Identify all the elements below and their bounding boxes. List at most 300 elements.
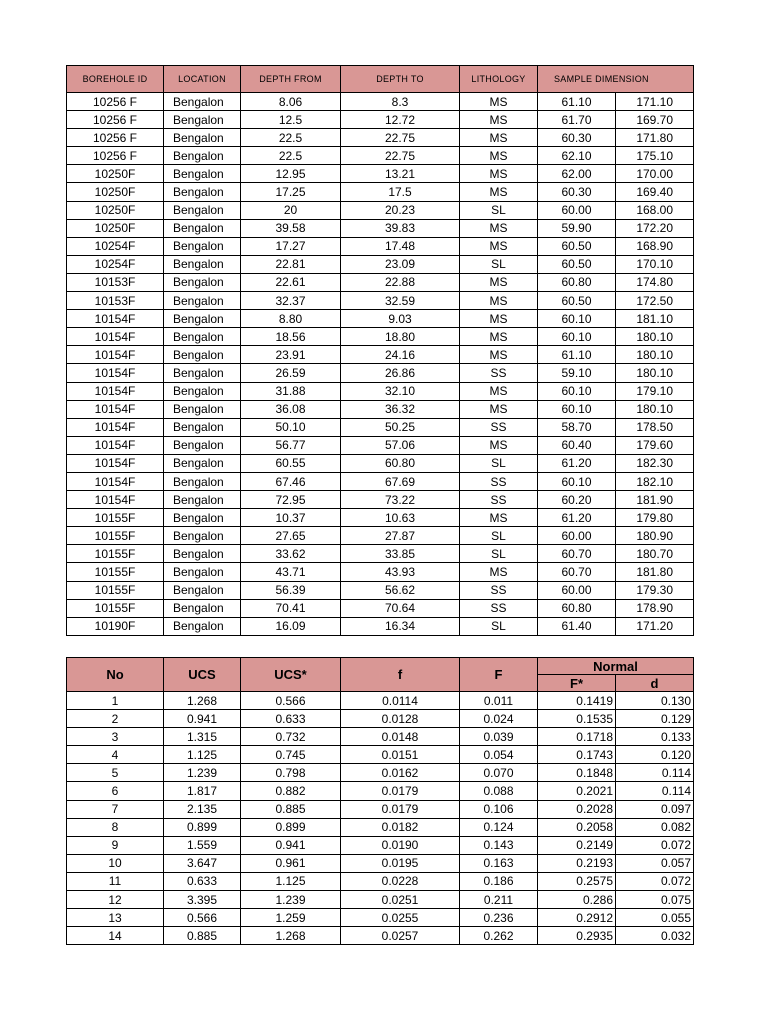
- cell-borehole-id: 10250F: [67, 201, 164, 219]
- cell-sample-dim-1: 60.30: [538, 183, 616, 201]
- cell-lithology: MS: [460, 400, 538, 418]
- cell-f-star: 0.1419: [538, 692, 616, 710]
- header-ucs: UCS: [164, 658, 241, 692]
- cell-sample-dim-2: 168.00: [616, 201, 694, 219]
- table-row: [67, 400, 694, 418]
- cell-lithology: SS: [460, 418, 538, 436]
- cell-depth-to: 22.75: [341, 147, 460, 165]
- table-row: [67, 728, 694, 746]
- cell-sample-dim-2: 179.30: [616, 581, 694, 599]
- cell-borehole-id: 10154F: [67, 436, 164, 454]
- table-row: [67, 509, 694, 527]
- cell-location: Bengalon: [164, 129, 241, 147]
- table-row: [67, 273, 694, 291]
- cell-lithology: SS: [460, 491, 538, 509]
- cell-borehole-id: 10154F: [67, 382, 164, 400]
- cell-f-lower: 0.0151: [341, 746, 460, 764]
- cell-f-star: 0.2912: [538, 909, 616, 927]
- table-row: [67, 599, 694, 617]
- cell-ucs: 1.268: [164, 692, 241, 710]
- cell-lithology: MS: [460, 165, 538, 183]
- cell-sample-dim-2: 172.50: [616, 292, 694, 310]
- cell-depth-from: 22.5: [241, 129, 341, 147]
- cell-borehole-id: 10254F: [67, 237, 164, 255]
- cell-f-upper: 0.211: [460, 891, 538, 909]
- table-row: [67, 836, 694, 854]
- cell-f-upper: 0.106: [460, 800, 538, 818]
- cell-lithology: SL: [460, 527, 538, 545]
- cell-depth-from: 27.65: [241, 527, 341, 545]
- cell-depth-to: 16.34: [341, 617, 460, 635]
- cell-ucs-star: 0.961: [241, 854, 341, 872]
- cell-ucs-star: 0.882: [241, 782, 341, 800]
- cell-sample-dim-2: 179.80: [616, 509, 694, 527]
- cell-sample-dim-2: 180.10: [616, 346, 694, 364]
- header-depth-to: DEPTH TO: [341, 66, 460, 93]
- cell-no: 14: [67, 927, 164, 945]
- cell-depth-from: 17.27: [241, 237, 341, 255]
- cell-location: Bengalon: [164, 201, 241, 219]
- cell-location: Bengalon: [164, 292, 241, 310]
- cell-sample-dim-2: 180.90: [616, 527, 694, 545]
- table-row: [67, 183, 694, 201]
- cell-f-upper: 0.124: [460, 818, 538, 836]
- cell-sample-dim-1: 60.10: [538, 472, 616, 490]
- cell-depth-to: 22.75: [341, 129, 460, 147]
- header-ucs-star: UCS*: [241, 658, 341, 692]
- cell-d: 0.129: [616, 710, 694, 728]
- cell-f-upper: 0.070: [460, 764, 538, 782]
- cell-depth-from: 12.5: [241, 111, 341, 129]
- cell-sample-dim-2: 178.50: [616, 418, 694, 436]
- cell-f-upper: 0.163: [460, 854, 538, 872]
- cell-f-upper: 0.024: [460, 710, 538, 728]
- cell-sample-dim-2: 181.80: [616, 563, 694, 581]
- cell-f-upper: 0.262: [460, 927, 538, 945]
- table-row: [67, 219, 694, 237]
- cell-location: Bengalon: [164, 418, 241, 436]
- cell-lithology: SL: [460, 255, 538, 273]
- cell-f-lower: 0.0255: [341, 909, 460, 927]
- cell-no: 8: [67, 818, 164, 836]
- cell-ucs: 0.566: [164, 909, 241, 927]
- cell-ucs: 0.633: [164, 872, 241, 890]
- cell-depth-to: 73.22: [341, 491, 460, 509]
- table-row: [67, 800, 694, 818]
- cell-lithology: SL: [460, 545, 538, 563]
- header-lithology: LITHOLOGY: [460, 66, 538, 93]
- cell-location: Bengalon: [164, 581, 241, 599]
- cell-depth-from: 67.46: [241, 472, 341, 490]
- cell-depth-to: 27.87: [341, 527, 460, 545]
- cell-ucs: 2.135: [164, 800, 241, 818]
- cell-sample-dim-1: 59.10: [538, 364, 616, 382]
- cell-sample-dim-1: 61.20: [538, 454, 616, 472]
- cell-depth-from: 20: [241, 201, 341, 219]
- cell-sample-dim-1: 62.00: [538, 165, 616, 183]
- cell-d: 0.120: [616, 746, 694, 764]
- cell-location: Bengalon: [164, 328, 241, 346]
- cell-depth-from: 10.37: [241, 509, 341, 527]
- cell-ucs-star: 0.899: [241, 818, 341, 836]
- cell-borehole-id: 10256 F: [67, 93, 164, 111]
- cell-borehole-id: 10154F: [67, 472, 164, 490]
- header-f-lower: f: [341, 658, 460, 692]
- cell-f-upper: 0.143: [460, 836, 538, 854]
- table-row: [67, 454, 694, 472]
- cell-ucs-star: 0.941: [241, 836, 341, 854]
- cell-sample-dim-1: 60.70: [538, 545, 616, 563]
- cell-sample-dim-2: 180.10: [616, 400, 694, 418]
- cell-borehole-id: 10155F: [67, 563, 164, 581]
- table-row: [67, 818, 694, 836]
- cell-lithology: MS: [460, 328, 538, 346]
- cell-location: Bengalon: [164, 147, 241, 165]
- cell-borehole-id: 10190F: [67, 617, 164, 635]
- cell-sample-dim-2: 170.10: [616, 255, 694, 273]
- cell-ucs-star: 1.239: [241, 891, 341, 909]
- borehole-table: [66, 65, 694, 636]
- cell-depth-to: 23.09: [341, 255, 460, 273]
- cell-f-star: 0.2058: [538, 818, 616, 836]
- cell-lithology: MS: [460, 382, 538, 400]
- cell-sample-dim-1: 60.10: [538, 310, 616, 328]
- cell-f-star: 0.2021: [538, 782, 616, 800]
- cell-borehole-id: 10256 F: [67, 129, 164, 147]
- cell-depth-to: 33.85: [341, 545, 460, 563]
- table-row: [67, 891, 694, 909]
- cell-d: 0.130: [616, 692, 694, 710]
- table-row: [67, 692, 694, 710]
- cell-lithology: SL: [460, 201, 538, 219]
- cell-sample-dim-1: 60.10: [538, 382, 616, 400]
- cell-location: Bengalon: [164, 237, 241, 255]
- cell-sample-dim-2: 170.00: [616, 165, 694, 183]
- cell-depth-to: 13.21: [341, 165, 460, 183]
- cell-sample-dim-2: 180.10: [616, 364, 694, 382]
- cell-sample-dim-1: 60.50: [538, 255, 616, 273]
- header-d: d: [616, 675, 694, 692]
- cell-depth-to: 26.86: [341, 364, 460, 382]
- cell-borehole-id: 10155F: [67, 581, 164, 599]
- cell-d: 0.057: [616, 854, 694, 872]
- cell-ucs-star: 1.125: [241, 872, 341, 890]
- cell-d: 0.133: [616, 728, 694, 746]
- cell-f-star: 0.2193: [538, 854, 616, 872]
- table-row: [67, 581, 694, 599]
- cell-f-star: 0.2575: [538, 872, 616, 890]
- cell-location: Bengalon: [164, 111, 241, 129]
- cell-lithology: MS: [460, 219, 538, 237]
- cell-ucs: 0.885: [164, 927, 241, 945]
- cell-borehole-id: 10250F: [67, 183, 164, 201]
- cell-borehole-id: 10154F: [67, 364, 164, 382]
- cell-ucs: 1.559: [164, 836, 241, 854]
- table-row: [67, 255, 694, 273]
- cell-sample-dim-2: 171.80: [616, 129, 694, 147]
- cell-f-star: 0.1718: [538, 728, 616, 746]
- cell-location: Bengalon: [164, 491, 241, 509]
- cell-sample-dim-1: 60.00: [538, 201, 616, 219]
- table-row: [67, 617, 694, 635]
- cell-f-lower: 0.0148: [341, 728, 460, 746]
- cell-sample-dim-1: 60.80: [538, 273, 616, 291]
- cell-lithology: MS: [460, 292, 538, 310]
- cell-borehole-id: 10256 F: [67, 147, 164, 165]
- table-row: [67, 328, 694, 346]
- cell-lithology: MS: [460, 237, 538, 255]
- ucs-table-header: [67, 658, 694, 675]
- cell-f-lower: 0.0251: [341, 891, 460, 909]
- cell-f-star: 0.1743: [538, 746, 616, 764]
- cell-sample-dim-1: 60.10: [538, 400, 616, 418]
- cell-lithology: MS: [460, 93, 538, 111]
- cell-borehole-id: 10154F: [67, 418, 164, 436]
- cell-borehole-id: 10256 F: [67, 111, 164, 129]
- cell-no: 11: [67, 872, 164, 890]
- cell-location: Bengalon: [164, 382, 241, 400]
- cell-depth-from: 60.55: [241, 454, 341, 472]
- cell-borehole-id: 10155F: [67, 509, 164, 527]
- cell-depth-to: 17.5: [341, 183, 460, 201]
- cell-location: Bengalon: [164, 346, 241, 364]
- cell-depth-from: 18.56: [241, 328, 341, 346]
- cell-sample-dim-1: 61.40: [538, 617, 616, 635]
- cell-sample-dim-1: 60.50: [538, 292, 616, 310]
- cell-lithology: MS: [460, 183, 538, 201]
- cell-sample-dim-1: 61.70: [538, 111, 616, 129]
- cell-lithology: MS: [460, 273, 538, 291]
- cell-sample-dim-1: 60.20: [538, 491, 616, 509]
- cell-sample-dim-2: 182.30: [616, 454, 694, 472]
- cell-sample-dim-1: 59.90: [538, 219, 616, 237]
- cell-sample-dim-2: 180.70: [616, 545, 694, 563]
- cell-ucs-star: 1.259: [241, 909, 341, 927]
- cell-location: Bengalon: [164, 436, 241, 454]
- cell-depth-to: 20.23: [341, 201, 460, 219]
- cell-depth-from: 32.37: [241, 292, 341, 310]
- cell-location: Bengalon: [164, 183, 241, 201]
- cell-depth-to: 12.72: [341, 111, 460, 129]
- cell-f-lower: 0.0128: [341, 710, 460, 728]
- cell-ucs-star: 0.745: [241, 746, 341, 764]
- table-row: [67, 746, 694, 764]
- cell-lithology: MS: [460, 310, 538, 328]
- cell-location: Bengalon: [164, 599, 241, 617]
- cell-ucs: 0.899: [164, 818, 241, 836]
- cell-d: 0.075: [616, 891, 694, 909]
- cell-sample-dim-2: 174.80: [616, 273, 694, 291]
- cell-depth-to: 9.03: [341, 310, 460, 328]
- cell-lithology: SS: [460, 599, 538, 617]
- cell-sample-dim-1: 58.70: [538, 418, 616, 436]
- cell-depth-to: 32.10: [341, 382, 460, 400]
- table-row: [67, 237, 694, 255]
- cell-ucs-star: 0.633: [241, 710, 341, 728]
- cell-ucs: 0.941: [164, 710, 241, 728]
- table-row: [67, 764, 694, 782]
- cell-lithology: MS: [460, 129, 538, 147]
- cell-depth-from: 33.62: [241, 545, 341, 563]
- cell-sample-dim-2: 169.40: [616, 183, 694, 201]
- cell-f-lower: 0.0179: [341, 782, 460, 800]
- cell-location: Bengalon: [164, 472, 241, 490]
- table-row: [67, 346, 694, 364]
- cell-no: 6: [67, 782, 164, 800]
- cell-depth-to: 43.93: [341, 563, 460, 581]
- table-row: [67, 418, 694, 436]
- cell-f-star: 0.2149: [538, 836, 616, 854]
- cell-lithology: SL: [460, 617, 538, 635]
- cell-lithology: SL: [460, 454, 538, 472]
- cell-f-lower: 0.0190: [341, 836, 460, 854]
- cell-depth-from: 23.91: [241, 346, 341, 364]
- table-row: [67, 165, 694, 183]
- cell-depth-from: 12.95: [241, 165, 341, 183]
- cell-borehole-id: 10155F: [67, 527, 164, 545]
- cell-borehole-id: 10154F: [67, 491, 164, 509]
- cell-borehole-id: 10154F: [67, 328, 164, 346]
- cell-no: 9: [67, 836, 164, 854]
- cell-depth-from: 50.10: [241, 418, 341, 436]
- table-row: [67, 854, 694, 872]
- cell-depth-to: 24.16: [341, 346, 460, 364]
- cell-depth-to: 67.69: [341, 472, 460, 490]
- cell-borehole-id: 10153F: [67, 292, 164, 310]
- cell-sample-dim-1: 61.10: [538, 346, 616, 364]
- ucs-table: [66, 657, 694, 945]
- cell-borehole-id: 10154F: [67, 346, 164, 364]
- cell-depth-to: 70.64: [341, 599, 460, 617]
- cell-depth-from: 72.95: [241, 491, 341, 509]
- cell-f-lower: 0.0162: [341, 764, 460, 782]
- table-row: [67, 472, 694, 490]
- cell-location: Bengalon: [164, 255, 241, 273]
- cell-sample-dim-2: 181.90: [616, 491, 694, 509]
- cell-sample-dim-1: 60.40: [538, 436, 616, 454]
- table-row: [67, 93, 694, 111]
- table-row: [67, 545, 694, 563]
- header-f-upper: F: [460, 658, 538, 692]
- cell-sample-dim-1: 60.10: [538, 328, 616, 346]
- cell-sample-dim-2: 179.10: [616, 382, 694, 400]
- cell-no: 10: [67, 854, 164, 872]
- cell-f-upper: 0.236: [460, 909, 538, 927]
- table-row: [67, 563, 694, 581]
- cell-f-lower: 0.0179: [341, 800, 460, 818]
- cell-ucs: 3.647: [164, 854, 241, 872]
- cell-f-lower: 0.0114: [341, 692, 460, 710]
- cell-depth-to: 56.62: [341, 581, 460, 599]
- cell-sample-dim-1: 62.10: [538, 147, 616, 165]
- cell-depth-to: 50.25: [341, 418, 460, 436]
- table-row: [67, 364, 694, 382]
- cell-lithology: MS: [460, 111, 538, 129]
- cell-f-lower: 0.0195: [341, 854, 460, 872]
- table-row: [67, 491, 694, 509]
- cell-sample-dim-2: 172.20: [616, 219, 694, 237]
- cell-depth-to: 10.63: [341, 509, 460, 527]
- header-f-star: F*: [538, 675, 616, 692]
- cell-f-star: 0.2028: [538, 800, 616, 818]
- cell-depth-to: 32.59: [341, 292, 460, 310]
- cell-location: Bengalon: [164, 310, 241, 328]
- cell-no: 7: [67, 800, 164, 818]
- table-row: [67, 527, 694, 545]
- cell-depth-to: 22.88: [341, 273, 460, 291]
- cell-f-upper: 0.186: [460, 872, 538, 890]
- cell-sample-dim-2: 182.10: [616, 472, 694, 490]
- cell-location: Bengalon: [164, 617, 241, 635]
- cell-sample-dim-1: 60.80: [538, 599, 616, 617]
- cell-sample-dim-1: 60.00: [538, 581, 616, 599]
- header-sample-dimension: SAMPLE DIMENSION: [538, 66, 694, 93]
- cell-depth-from: 36.08: [241, 400, 341, 418]
- table-row: [67, 872, 694, 890]
- table-row: [67, 382, 694, 400]
- header-no: No: [67, 658, 164, 692]
- cell-lithology: SS: [460, 581, 538, 599]
- header-depth-from: DEPTH FROM: [241, 66, 341, 93]
- cell-d: 0.072: [616, 872, 694, 890]
- cell-no: 4: [67, 746, 164, 764]
- cell-location: Bengalon: [164, 527, 241, 545]
- cell-sample-dim-2: 180.10: [616, 328, 694, 346]
- cell-d: 0.114: [616, 764, 694, 782]
- cell-f-star: 0.2935: [538, 927, 616, 945]
- cell-sample-dim-2: 171.10: [616, 93, 694, 111]
- cell-d: 0.082: [616, 818, 694, 836]
- cell-f-star: 0.286: [538, 891, 616, 909]
- cell-location: Bengalon: [164, 93, 241, 111]
- header-location: LOCATION: [164, 66, 241, 93]
- table-row: [67, 710, 694, 728]
- cell-sample-dim-1: 60.50: [538, 237, 616, 255]
- cell-sample-dim-2: 171.20: [616, 617, 694, 635]
- cell-depth-to: 8.3: [341, 93, 460, 111]
- cell-depth-to: 57.06: [341, 436, 460, 454]
- cell-depth-from: 26.59: [241, 364, 341, 382]
- cell-ucs-star: 0.885: [241, 800, 341, 818]
- cell-d: 0.072: [616, 836, 694, 854]
- cell-location: Bengalon: [164, 400, 241, 418]
- cell-location: Bengalon: [164, 165, 241, 183]
- cell-depth-from: 17.25: [241, 183, 341, 201]
- cell-f-lower: 0.0257: [341, 927, 460, 945]
- cell-depth-from: 8.80: [241, 310, 341, 328]
- cell-borehole-id: 10250F: [67, 219, 164, 237]
- cell-depth-from: 22.61: [241, 273, 341, 291]
- cell-depth-from: 56.77: [241, 436, 341, 454]
- cell-depth-from: 39.58: [241, 219, 341, 237]
- cell-sample-dim-1: 61.20: [538, 509, 616, 527]
- cell-depth-from: 22.5: [241, 147, 341, 165]
- cell-borehole-id: 10154F: [67, 454, 164, 472]
- cell-location: Bengalon: [164, 273, 241, 291]
- cell-depth-from: 8.06: [241, 93, 341, 111]
- cell-lithology: MS: [460, 346, 538, 364]
- cell-no: 2: [67, 710, 164, 728]
- cell-sample-dim-2: 168.90: [616, 237, 694, 255]
- cell-lithology: SS: [460, 364, 538, 382]
- cell-no: 13: [67, 909, 164, 927]
- cell-depth-to: 60.80: [341, 454, 460, 472]
- table-row: [67, 782, 694, 800]
- cell-sample-dim-1: 60.70: [538, 563, 616, 581]
- cell-no: 5: [67, 764, 164, 782]
- cell-f-lower: 0.0228: [341, 872, 460, 890]
- cell-no: 12: [67, 891, 164, 909]
